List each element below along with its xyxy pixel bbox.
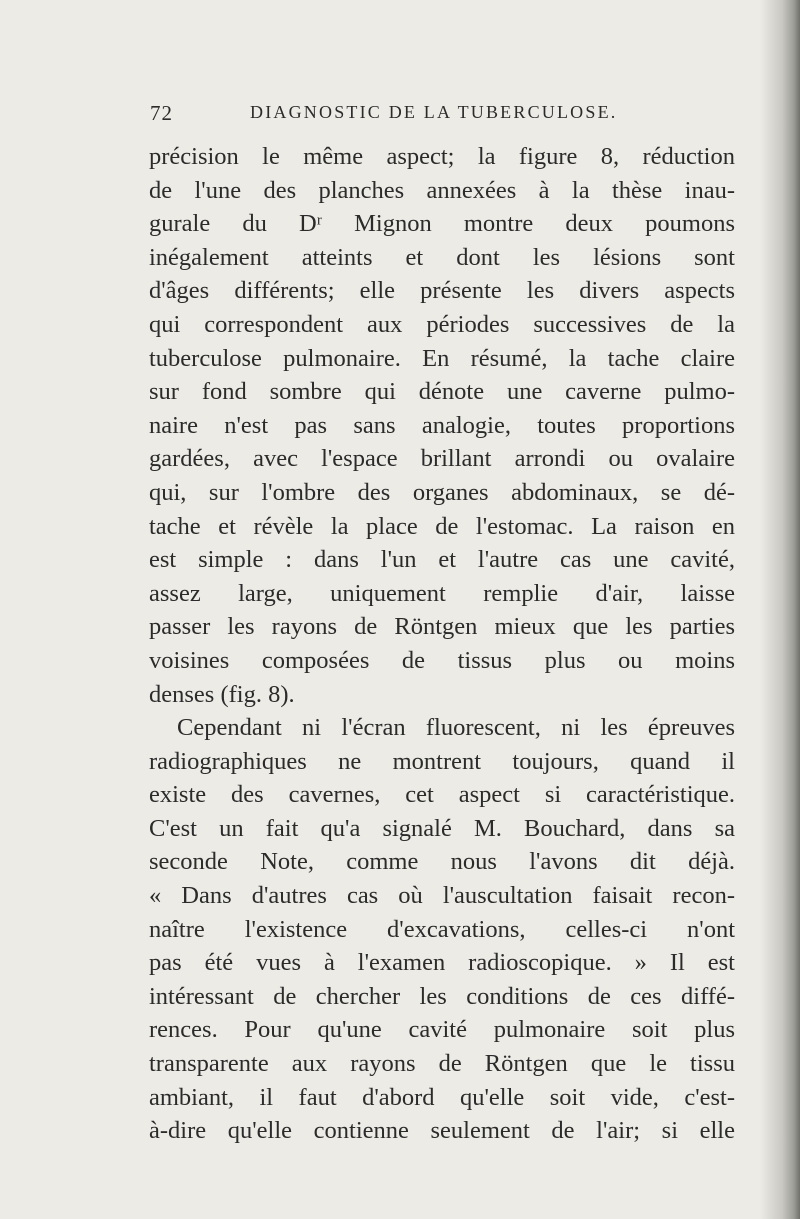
text-line: intéressant de chercher les conditions de ces diffé- xyxy=(149,982,735,1010)
text-line: denses (fig. 8). xyxy=(149,680,295,708)
text-line: inégalement atteints et dont les lésions sont xyxy=(149,243,735,271)
text-line: assez large, uniquement remplie d'air, laisse xyxy=(149,579,735,607)
text-line: précision le même aspect; la figure 8, réduction xyxy=(149,143,735,170)
text-line: tache et révèle la place de l'estomac. La raison en xyxy=(149,512,735,540)
text-line: existe des cavernes, cet aspect si caractéristique. xyxy=(149,781,735,809)
text-line: qui, sur l'ombre des organes abdominaux, se dé- xyxy=(149,478,735,506)
text-line: seconde Note, comme nous l'avons dit déjà. xyxy=(149,848,735,876)
text-line: pas été vues à l'examen radioscopique. » Il est xyxy=(149,949,735,977)
page-number: 72 xyxy=(150,101,173,125)
text-line: à-dire qu'elle contienne seulement de l'air; si elle xyxy=(149,1117,735,1145)
text-line: de l'une des planches annexées à la thèse inau- xyxy=(149,176,735,204)
text-line: tuberculose pulmonaire. En résumé, la tache claire xyxy=(149,344,735,372)
text-line: d'âges différents; elle présente les divers aspects xyxy=(149,277,735,305)
text-line: naître l'existence d'excavations, celles-ci n'ont xyxy=(149,915,735,943)
body-text xyxy=(149,140,735,1148)
text-line: radiographiques ne montrent toujours, quand il xyxy=(149,747,735,775)
text-line: gardées, avec l'espace brillant arrondi ou ovalaire xyxy=(149,445,735,473)
text-line: est simple : dans l'un et l'autre cas une cavité, xyxy=(149,546,735,574)
text-line: voisines composées de tissus plus ou moins xyxy=(149,646,735,674)
text-line: passer les rayons de Röntgen mieux que les parties xyxy=(149,613,735,641)
text-line: gurale du Dʳ Mignon montre deux poumons xyxy=(149,210,735,238)
text-line: qui correspondent aux périodes successives de la xyxy=(149,310,735,338)
text-line: « Dans d'autres cas où l'auscultation faisait recon- xyxy=(149,882,735,910)
text-line: ambiant, il faut d'abord qu'elle soit vide, c'est- xyxy=(149,1083,735,1111)
paragraph-start-line: Cependant ni l'écran fluorescent, ni les épreuves xyxy=(177,714,735,742)
text-line: transparente aux rayons de Röntgen que le tissu xyxy=(149,1050,735,1078)
text-line: naire n'est pas sans analogie, toutes proportions xyxy=(149,411,735,439)
page-edge-shadow xyxy=(760,0,800,1219)
text-line: C'est un fait qu'a signalé M. Bouchard, dans sa xyxy=(149,814,735,842)
running-title: DIAGNOSTIC DE LA TUBERCULOSE. xyxy=(250,102,618,122)
text-line: rences. Pour qu'une cavité pulmonaire soit plus xyxy=(149,1016,735,1044)
text-line: sur fond sombre qui dénote une caverne pulmo- xyxy=(149,378,735,406)
page-header xyxy=(150,101,730,127)
